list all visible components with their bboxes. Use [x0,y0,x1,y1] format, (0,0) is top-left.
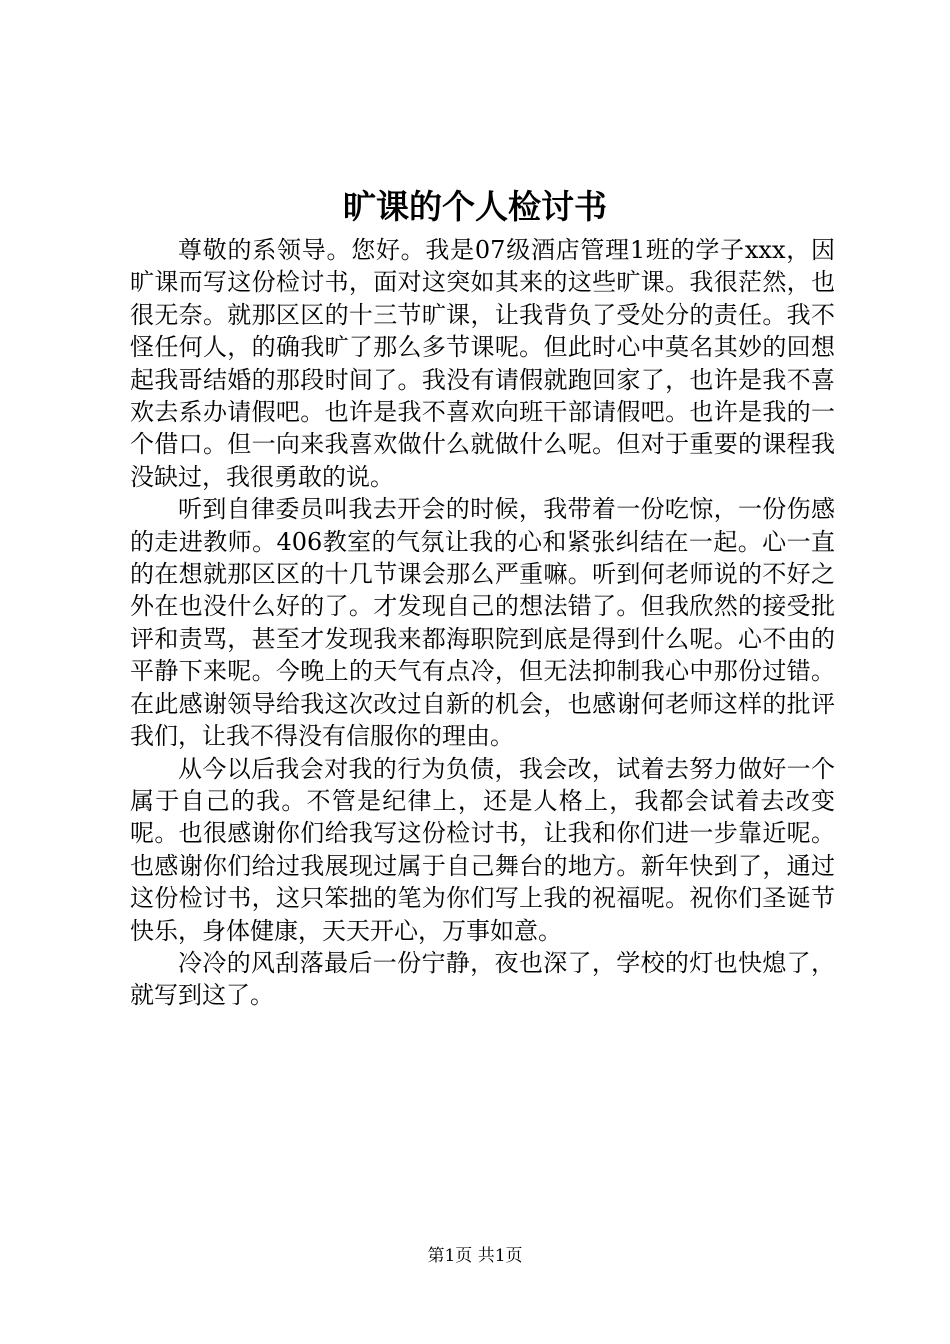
paragraph-1: 尊敬的系领导。您好。我是07级酒店管理1班的学子xxx，因旷课而写这份检讨书，面对这突如其来的这些旷课。我很茫然，也很无奈。就那区区的十三节旷课，让我背负了受处分的责任。我不怪任何人，的确我旷了那么多节课呢。但此时心中莫名其妙的回想起我哥结婚的那段时间了。我没有请假就跑回家了，也许是我不喜欢去系办请假吧。也许是我不喜欢向班干部请假吧。也许是我的一个借口。但一向来我喜欢做什么就做什么呢。但对于重要的课程我没缺过，我很勇敢的说。 [130,236,835,491]
paragraph-4: 冷冷的风刮落最后一份宁静，夜也深了，学校的灯也快熄了，就写到这了。 [130,948,835,1010]
document-body [130,234,835,1012]
document-title: 旷课的个人检讨书 [343,187,607,226]
paragraph-2: 听到自律委员叫我去开会的时候，我带着一份吃惊，一份伤感的走进教师。406教室的气氛让我的心和紧张纠结在一起。心一直的在想就那区区的十几节课会那么严重嘛。听到何老师说的不好之外在也没什么好的了。才发现自己的想法错了。但我欣然的接受批评和责骂，甚至才发现我来都海职院到底是得到什么呢。心不由的平静下来呢。今晚上的天气有点冷，但无法抑制我心中那份过错。在此感谢领导给我这次改过自新的机会，也感谢何老师这样的批评我们，让我不得没有信服你的理由。 [130,495,835,751]
paragraph-3: 从今以后我会对我的行为负债，我会改，试着去努力做好一个属于自己的我。不管是纪律上，还是人格上，我都会试着去改变呢。也很感谢你们给我写这份检讨书，让我和你们进一步靠近呢。也感谢你们给过我展现过属于自己舞台的地方。新年快到了，通过这份检讨书，这只笨拙的笔为你们写上我的祝福呢。祝你们圣诞节快乐，身体健康，天天开心，万事如意。 [130,754,835,945]
page-footer: 第1页 共1页 [427,1246,523,1266]
